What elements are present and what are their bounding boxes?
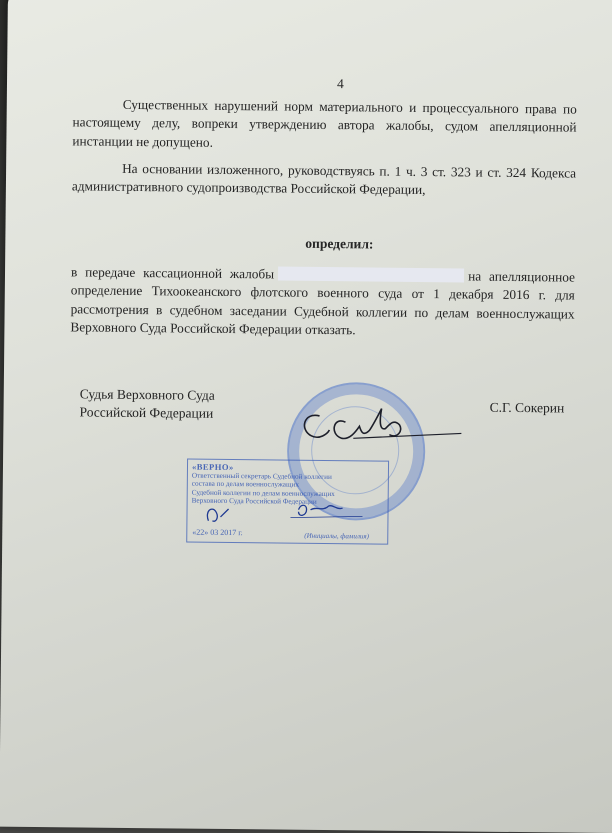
paragraph-grounds	[72, 159, 576, 201]
redacted-name	[278, 266, 464, 282]
paragraph-ruling	[70, 263, 575, 341]
judge-title-line2: Российской Федерации	[79, 404, 214, 421]
stamp-line4: Верховного Суда Российской Федерации	[191, 496, 317, 506]
stamp-date: «22» 03 2017 г.	[192, 527, 243, 537]
stamp-line3: Судебной коллегии по делам военнослужащих	[191, 488, 335, 498]
ruling-text-start: в передаче кассационной жалобы	[70, 264, 275, 282]
stamp-handwriting	[186, 459, 389, 545]
paragraph-violations	[72, 95, 577, 155]
paragraph-violations-text: Существенных нарушений норм материального и процессуального права по настоящему делу, вопреки утверждению автора жалобы, судом апелляционной инстанции не допущено.	[72, 96, 577, 150]
page-number: 4	[336, 76, 344, 92]
judge-signature	[293, 394, 464, 456]
judge-name: С.Г. Сокерин	[489, 399, 565, 416]
stamp-heading: «ВЕРНО»	[191, 461, 234, 473]
stamp-line2: состава по делам военнослужащих	[191, 480, 300, 490]
ruling-text-end: на апелляционное определение Тихоокеанского флотского военного суда от 1 декабря 2016 г. для рассмотрения в судебном заседании Судебной коллегии по делам военнослужащих Верховного Суда Российской Федерации отказать.	[70, 268, 576, 338]
judge-title-line1: Судья Верховного Суда	[79, 386, 215, 403]
paragraph-grounds-text: На основании изложенного, руководствуясь п. 1 ч. 3 ст. 323 и ст. 324 Кодекса административного судопроизводства Российской Федерации,	[71, 160, 577, 198]
stamp-signer-caption: (Инициалы, фамилия)	[304, 531, 370, 541]
stamp-line1: Ответственный секретарь Судебной коллегии	[191, 471, 332, 482]
judge-title	[79, 385, 214, 422]
ruling-heading: определил:	[305, 235, 374, 252]
